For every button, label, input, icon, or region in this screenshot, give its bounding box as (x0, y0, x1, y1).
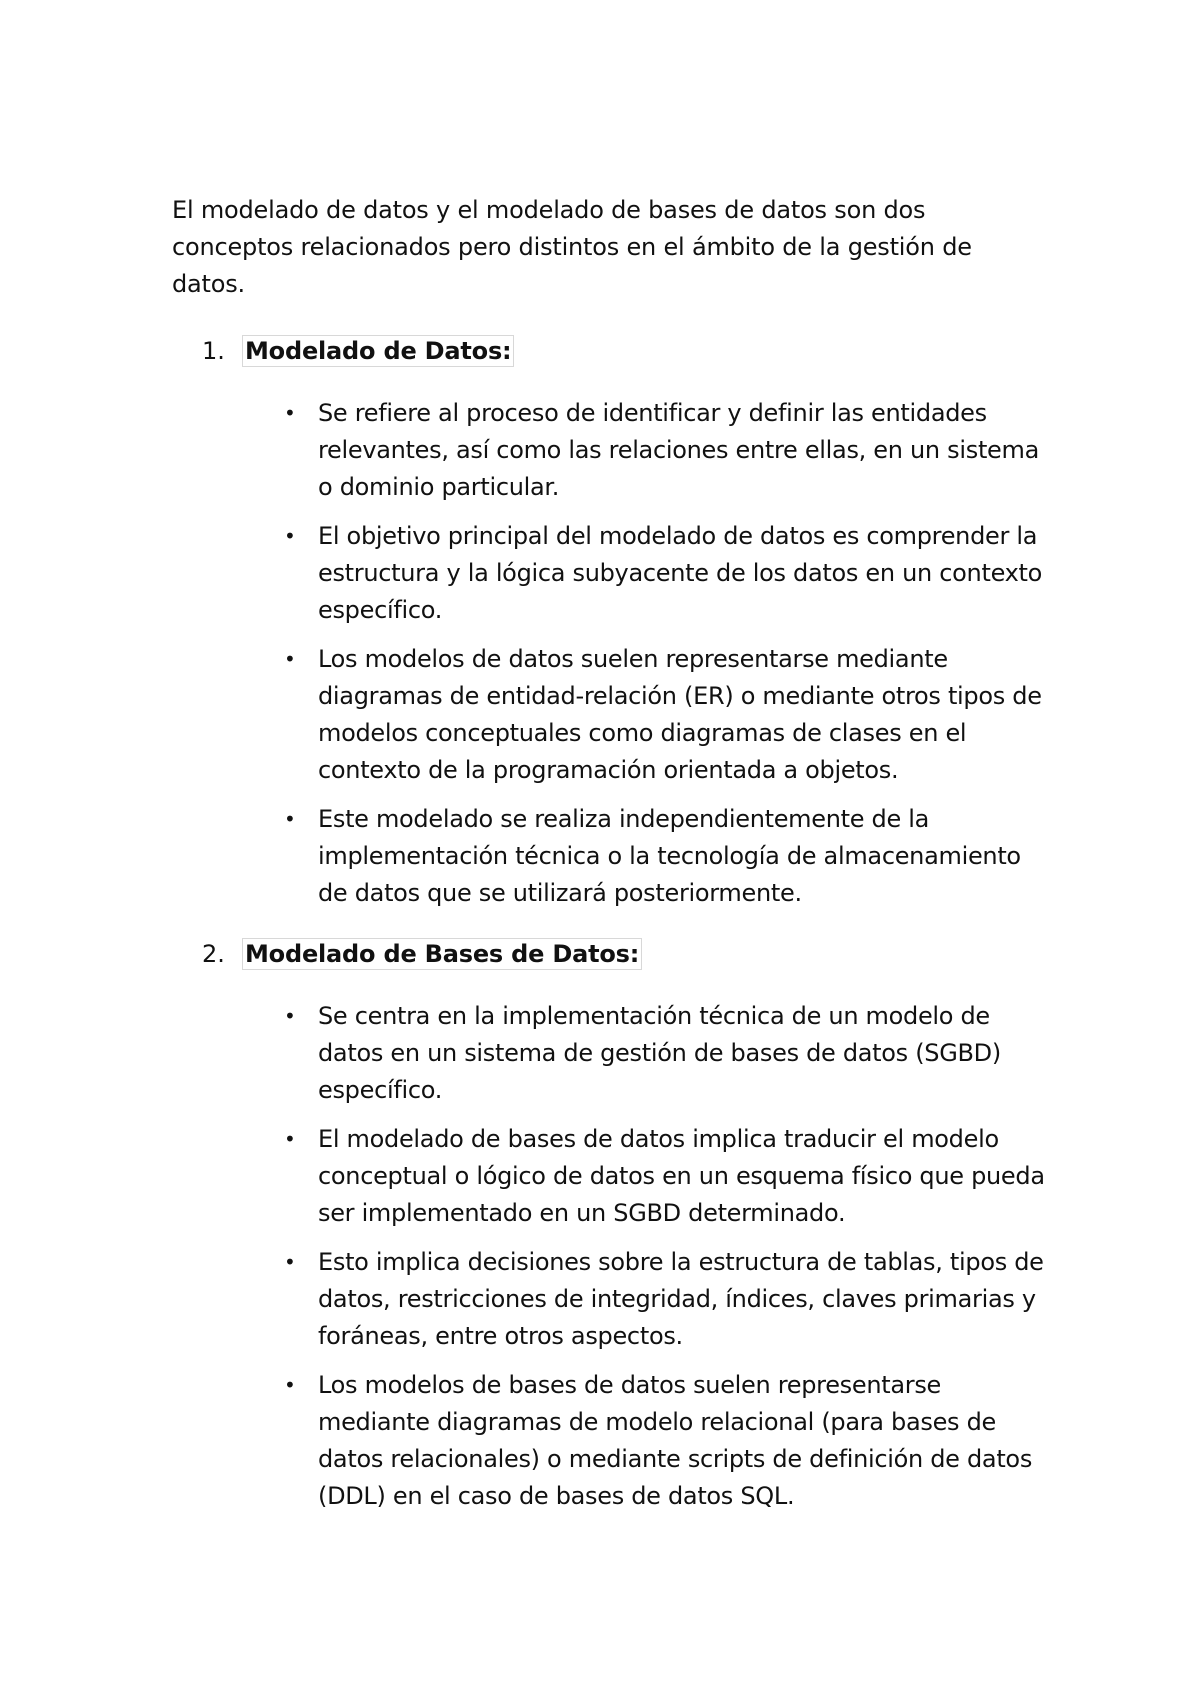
list-item (284, 1121, 1052, 1232)
section-title: Modelado de Datos: (242, 335, 514, 367)
bullet-icon: • (284, 1373, 296, 1397)
section-number: 2. (202, 940, 225, 968)
list-item (284, 801, 1052, 912)
intro-paragraph: El modelado de datos y el modelado de bases de datos son dos conceptos relacionados pero distintos en el ámbito de la gestión de datos. (172, 196, 972, 298)
list-item (284, 518, 1052, 629)
section-number: 1. (202, 337, 225, 365)
bullet-text: Este modelado se realiza independientemente de la implementación técnica o la tecnología de almacenamiento de datos que se utilizará posteriormente. (318, 805, 1021, 907)
bullet-icon: • (284, 1250, 296, 1274)
list-item (284, 1244, 1052, 1355)
list-item (284, 395, 1052, 506)
list-item (284, 641, 1052, 789)
list-item (284, 1367, 1052, 1515)
bullet-icon: • (284, 807, 296, 831)
bullet-text: Los modelos de datos suelen representarse mediante diagramas de entidad-relación (ER) o mediante otros tipos de modelos conceptuales como diagramas de clases en el contexto de la programación orientada a objetos. (318, 645, 1042, 784)
section-modelado-de-bases-de-datos (172, 934, 1052, 1515)
bullet-icon: • (284, 401, 296, 425)
section-heading (202, 934, 1052, 974)
document-page (172, 192, 1052, 1527)
bullet-text: El objetivo principal del modelado de datos es comprender la estructura y la lógica subyacente de los datos en un contexto específico. (318, 522, 1043, 624)
bullet-text: Los modelos de bases de datos suelen representarse mediante diagramas de modelo relacional (para bases de datos relacionales) o mediante scripts de definición de datos (DDL) en el caso de bases de datos SQL. (318, 1371, 1033, 1510)
bullet-text: Esto implica decisiones sobre la estructura de tablas, tipos de datos, restricciones de integridad, índices, claves primarias y foráneas, entre otros aspectos. (318, 1248, 1044, 1350)
bullet-icon: • (284, 647, 296, 671)
list-item (284, 998, 1052, 1109)
bullet-text: El modelado de bases de datos implica traducir el modelo conceptual o lógico de datos en un esquema físico que pueda ser implementado en un SGBD determinado. (318, 1125, 1045, 1227)
section-heading (202, 331, 1052, 371)
bullet-icon: • (284, 524, 296, 548)
bullet-text: Se refiere al proceso de identificar y definir las entidades relevantes, así como las relaciones entre ellas, en un sistema o dominio particular. (318, 399, 1040, 501)
bullet-icon: • (284, 1127, 296, 1151)
bullet-text: Se centra en la implementación técnica de un modelo de datos en un sistema de gestión de bases de datos (SGBD) específico. (318, 1002, 1001, 1104)
section-modelado-de-datos (172, 331, 1052, 912)
section-title: Modelado de Bases de Datos: (242, 938, 642, 970)
bullet-list (172, 395, 1052, 912)
bullet-icon: • (284, 1004, 296, 1028)
bullet-list (172, 998, 1052, 1515)
